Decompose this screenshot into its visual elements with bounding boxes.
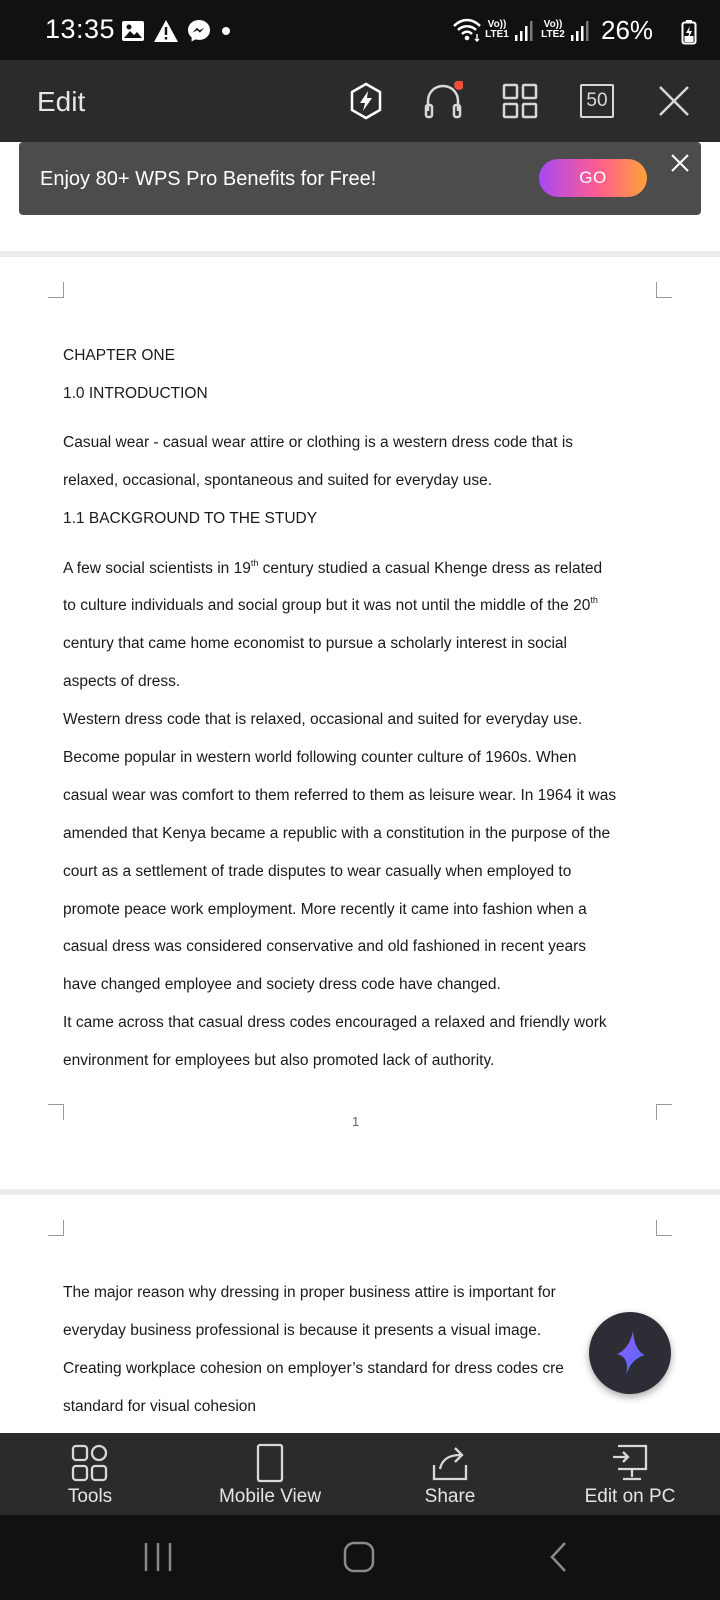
edit-on-pc-icon <box>610 1443 650 1483</box>
mobile-view-label: Mobile View <box>218 1486 322 1507</box>
paragraph-line: court as a settlement of trade disputes to wear casually when employed to <box>63 863 572 880</box>
app-toolbar <box>0 60 720 142</box>
promo-text: Enjoy 80+ WPS Pro Benefits for Free! <box>40 168 377 190</box>
paragraph-line: amended that Kenya became a republic with a constitution in the purpose of the <box>63 825 611 842</box>
page-separator <box>0 1189 720 1195</box>
dot-icon <box>219 24 233 38</box>
mobile-view-button[interactable] <box>180 1433 360 1515</box>
mobile-view-icon <box>250 1443 290 1483</box>
tools-icon <box>70 1443 110 1483</box>
paragraph-line: Western dress code that is relaxed, occasional and suited for everyday use. <box>63 711 583 728</box>
document-area[interactable] <box>0 215 720 1433</box>
paragraph-line: to culture individuals and social group but it was not until the middle of the 20th <box>63 595 598 614</box>
support-button[interactable] <box>421 79 465 123</box>
page-corner-mark <box>656 1104 672 1120</box>
paragraph-line: promote peace work employment. More recently it came into fashion when a <box>63 901 587 918</box>
home-icon <box>342 1540 376 1574</box>
recents-button[interactable] <box>133 1535 183 1579</box>
grid-icon <box>502 83 538 119</box>
promo-banner[interactable] <box>19 142 701 215</box>
close-icon <box>657 84 691 118</box>
status-system-icons <box>440 0 720 60</box>
back-icon <box>545 1540 575 1574</box>
promo-go-button[interactable]: GO <box>539 159 647 197</box>
page-count-label: 50 <box>586 90 608 111</box>
image-icon <box>121 20 145 42</box>
share-button[interactable] <box>360 1433 540 1515</box>
share-label: Share <box>424 1486 476 1507</box>
page-count-button[interactable] <box>575 79 619 123</box>
headphones-icon <box>423 81 463 121</box>
close-icon[interactable] <box>669 152 691 174</box>
edit-on-pc-label: Edit on PC <box>584 1486 676 1507</box>
close-button[interactable] <box>652 79 696 123</box>
tools-label: Tools <box>67 1486 113 1507</box>
tools-button[interactable] <box>0 1433 180 1515</box>
home-button[interactable] <box>334 1535 384 1579</box>
page-number: 1 <box>352 1114 360 1129</box>
paragraph-line: everyday business professional is because it presents a visual image. <box>63 1322 542 1339</box>
paragraph-line: The major reason why dressing in proper business attire is important for <box>63 1284 556 1301</box>
page-corner-mark <box>48 1104 64 1120</box>
paragraph-line: relaxed, occasional, spontaneous and suited for everyday use. <box>63 472 493 489</box>
ai-assistant-button[interactable] <box>589 1312 671 1394</box>
page-corner-mark <box>656 282 672 298</box>
paragraph-line: Creating workplace cohesion on employer’s standard for dress codes cre <box>63 1360 564 1377</box>
edit-button[interactable]: Edit <box>37 86 86 117</box>
background-heading: 1.1 BACKGROUND TO THE STUDY <box>63 510 318 527</box>
share-icon <box>430 1443 470 1483</box>
pro-lightning-button[interactable] <box>344 79 388 123</box>
paragraph-line: It came across that casual dress codes encouraged a relaxed and friendly work <box>63 1014 607 1031</box>
messenger-icon <box>187 19 211 43</box>
sim2-label: Vo)) LTE2 <box>541 19 565 40</box>
intro-heading: 1.0 INTRODUCTION <box>63 385 208 402</box>
paragraph-line: environment for employees but also promoted lack of authority. <box>63 1052 495 1069</box>
paragraph-line: aspects of dress. <box>63 673 181 690</box>
lightning-icon <box>348 82 384 120</box>
recents-icon <box>141 1540 175 1574</box>
warning-icon <box>153 19 179 43</box>
bottom-toolbar <box>0 1433 720 1515</box>
battery-icon <box>681 19 697 45</box>
sim1-label: Vo)) LTE1 <box>485 19 509 40</box>
status-notification-icons <box>121 18 233 44</box>
paragraph-line: Casual wear - casual wear attire or clothing is a western dress code that is <box>63 434 574 451</box>
page-corner-mark <box>48 282 64 298</box>
chapter-heading: CHAPTER ONE <box>63 347 175 364</box>
status-time: 13:35 <box>45 14 116 44</box>
system-nav-bar <box>0 1515 720 1600</box>
sparkle-icon <box>607 1328 653 1378</box>
back-button[interactable] <box>535 1535 585 1579</box>
wifi-icon <box>452 17 482 43</box>
paragraph-line: casual dress was considered conservative and old fashioned in recent years <box>63 938 586 955</box>
edit-on-pc-button[interactable] <box>540 1433 720 1515</box>
page-count-icon <box>580 84 614 118</box>
paragraph-line: casual wear was comfort to them referred to them as leisure wear. In 1964 it was <box>63 787 617 804</box>
paragraph-line: century that came home economist to pursue a scholarly interest in social <box>63 635 567 652</box>
battery-percent: 26% <box>601 15 654 45</box>
paragraph-line: A few social scientists in 19th century studied a casual Khenge dress as related <box>63 558 603 577</box>
page-separator <box>0 251 720 257</box>
status-bar <box>0 0 720 60</box>
page-separator <box>0 215 720 252</box>
page-corner-mark <box>656 1220 672 1236</box>
page-corner-mark <box>48 1220 64 1236</box>
signal-icon <box>514 20 534 42</box>
paragraph-line: standard for visual cohesion <box>63 1398 257 1415</box>
paragraph-line: have changed employee and society dress code have changed. <box>63 976 501 993</box>
paragraph-line: Become popular in western world following counter culture of 1960s. When <box>63 749 577 766</box>
signal-icon <box>570 20 590 42</box>
grid-view-button[interactable] <box>498 79 542 123</box>
